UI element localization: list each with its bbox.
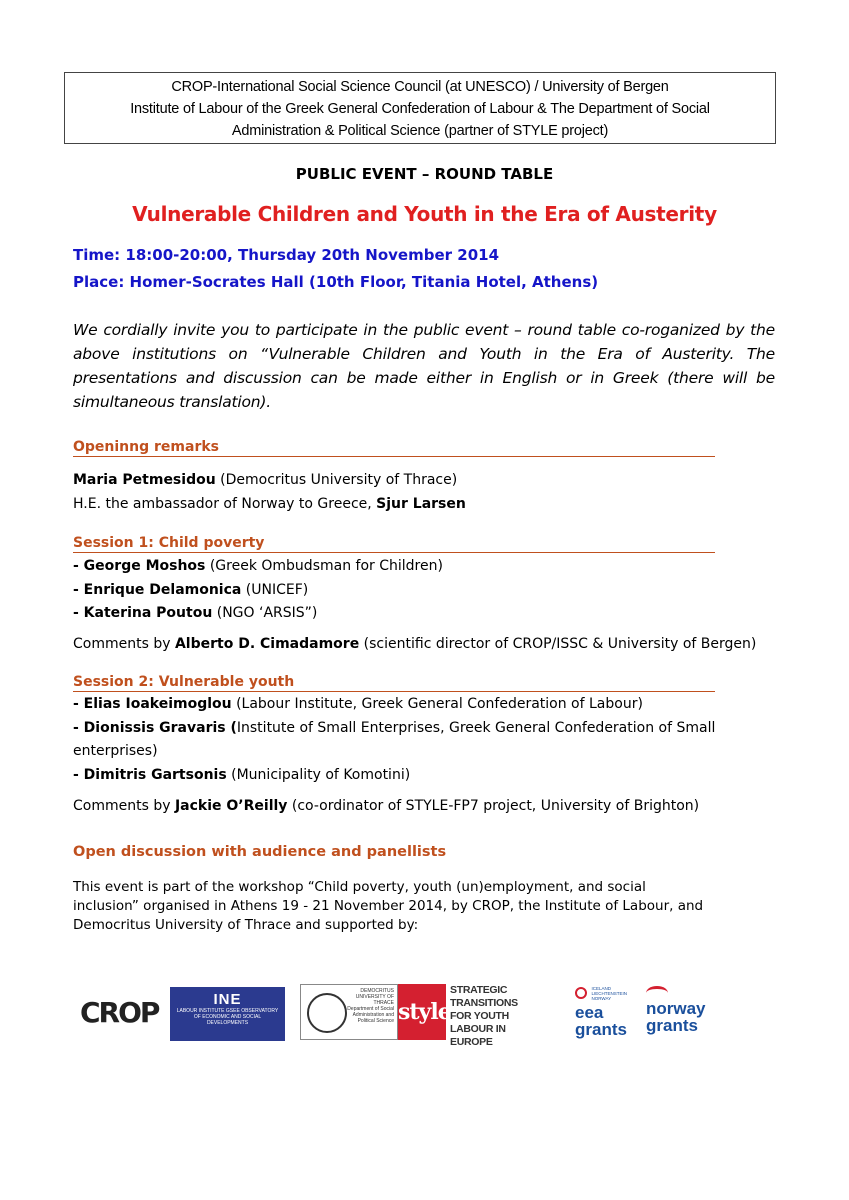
speaker-affiliation: (Democritus University of Thrace)	[215, 472, 458, 488]
eea-word: eea	[575, 1003, 604, 1022]
speaker-name: - Katerina Poutou	[73, 605, 213, 621]
style-logo-subtitle: STRATEGIC TRANSITIONS FOR YOUTH LABOUR IN EUROPE	[450, 984, 518, 1048]
workshop-note: This event is part of the workshop “Child poverty, youth (un)employment, and social inclusion” organised in Athens 19 - 21 November 2014, by CROP, the Institute of Labour, and Democritus University of Thrace and supported by:	[73, 879, 704, 933]
session-2-speaker-2-cont: enterprises)	[73, 743, 158, 759]
session-2-comments	[73, 796, 699, 816]
session-1-speaker-2	[73, 580, 308, 600]
invitation-text: We cordially invite you to participate in the public event – round table co-roganized by the above institutions on “Vulnerable Children and Youth in the Era of Austerity. The presentations and discussion can be made either in English or in Greek (there will be simultaneous translation).	[73, 321, 775, 411]
event-time: Time: 18:00-20:00, Thursday 20th November 2014	[73, 246, 500, 264]
style-logo-mark: style	[398, 984, 446, 1040]
ine-logo	[170, 987, 285, 1041]
norway-grants-word: grants	[646, 1016, 698, 1035]
speaker-name: - Dimitris Gartsonis	[73, 767, 227, 783]
crop-logo: CROP	[80, 996, 159, 1029]
organizers-line-2: Institute of Labour of the Greek General Confederation of Labour & The Department of Social	[130, 101, 710, 117]
event-type: PUBLIC EVENT – ROUND TABLE	[295, 165, 554, 183]
commenter-name: Alberto D. Cimadamore	[174, 636, 360, 652]
session-2-heading: Session 2: Vulnerable youth	[73, 673, 715, 692]
organizers-box	[64, 72, 776, 144]
style-logo	[398, 984, 538, 1048]
organizers-line-3: Administration & Political Science (partner of STYLE project)	[231, 123, 609, 139]
norway-arc-icon	[646, 986, 668, 1000]
speaker-name: - George Moshos	[73, 558, 206, 574]
organizers-line-1: CROP-International Social Science Council (at UNESCO) / University of Bergen	[171, 79, 669, 95]
session-1-heading: Session 1: Child poverty	[73, 534, 715, 553]
commenter-affiliation: (co-ordinator of STYLE-FP7 project, University of Brighton)	[287, 798, 700, 814]
speaker-name: - Enrique Delamonica	[73, 582, 242, 598]
open-discussion-heading: Open discussion with audience and panellists	[73, 844, 447, 860]
speaker-affiliation: (Municipality of Komotini)	[226, 767, 411, 783]
session-1-speaker-3	[73, 603, 317, 623]
ine-logo-subtitle: LABOUR INSTITUTE GSEE OBSERVATORY OF ECONOMIC AND SOCIAL DEVELOPMENTS	[176, 1008, 279, 1026]
speaker-affiliation: (NGO ‘ARSIS”)	[212, 605, 318, 621]
speaker-affiliation: (Labour Institute, Greek General Confederation of Labour)	[231, 696, 643, 712]
eea-ring-icon	[575, 987, 587, 999]
opening-remarks-heading: Openinng remarks	[73, 438, 715, 457]
duth-logo	[300, 984, 398, 1040]
eea-grants-logo	[575, 986, 635, 1042]
speaker-name: Maria Petmesidou	[73, 472, 216, 488]
opening-speaker-2	[73, 494, 466, 514]
speaker-name: - Elias Ioakeimoglou	[73, 696, 232, 712]
eea-grants-word: grants	[575, 1020, 627, 1039]
speaker-affiliation: Institute of Small Enterprises, Greek General Confederation of Small	[236, 720, 716, 736]
sponsor-logos	[80, 984, 730, 1048]
norway-word: norway	[646, 999, 706, 1018]
session-2-speaker-1	[73, 694, 643, 714]
session-1-speaker-1	[73, 556, 443, 576]
speaker-name: - Dionissis Gravaris (	[73, 720, 237, 736]
comments-prefix: Comments by	[73, 636, 175, 652]
eea-countries: ICELAND LIECHTENSTEIN NORWAY	[591, 986, 627, 1001]
session-2-speaker-2	[73, 718, 715, 738]
speaker-name: Sjur Larsen	[376, 496, 466, 512]
commenter-affiliation: (scientific director of CROP/ISSC & University of Bergen)	[359, 636, 757, 652]
commenter-name: Jackie O’Reilly	[174, 798, 288, 814]
session-2-speaker-3	[73, 765, 410, 785]
comments-prefix: Comments by	[73, 798, 175, 814]
university-seal-icon	[307, 993, 347, 1033]
ine-logo-mark: INE	[213, 991, 242, 1008]
opening-speaker-1	[73, 470, 457, 490]
speaker-affiliation: (Greek Ombudsman for Children)	[205, 558, 443, 574]
duth-logo-text: DEMOCRITUS UNIVERSITY OF THRACE Department of Social Administration and Political Science	[347, 988, 394, 1024]
speaker-affiliation: (UNICEF)	[241, 582, 309, 598]
norway-grants-text	[646, 1000, 706, 1034]
speaker-affiliation: H.E. the ambassador of Norway to Greece,	[73, 496, 377, 512]
event-place: Place: Homer-Socrates Hall (10th Floor, Titania Hotel, Athens)	[73, 273, 599, 291]
norway-grants-logo	[646, 986, 726, 1042]
event-title: Vulnerable Children and Youth in the Era of Austerity	[132, 202, 717, 226]
session-1-comments	[73, 634, 756, 654]
